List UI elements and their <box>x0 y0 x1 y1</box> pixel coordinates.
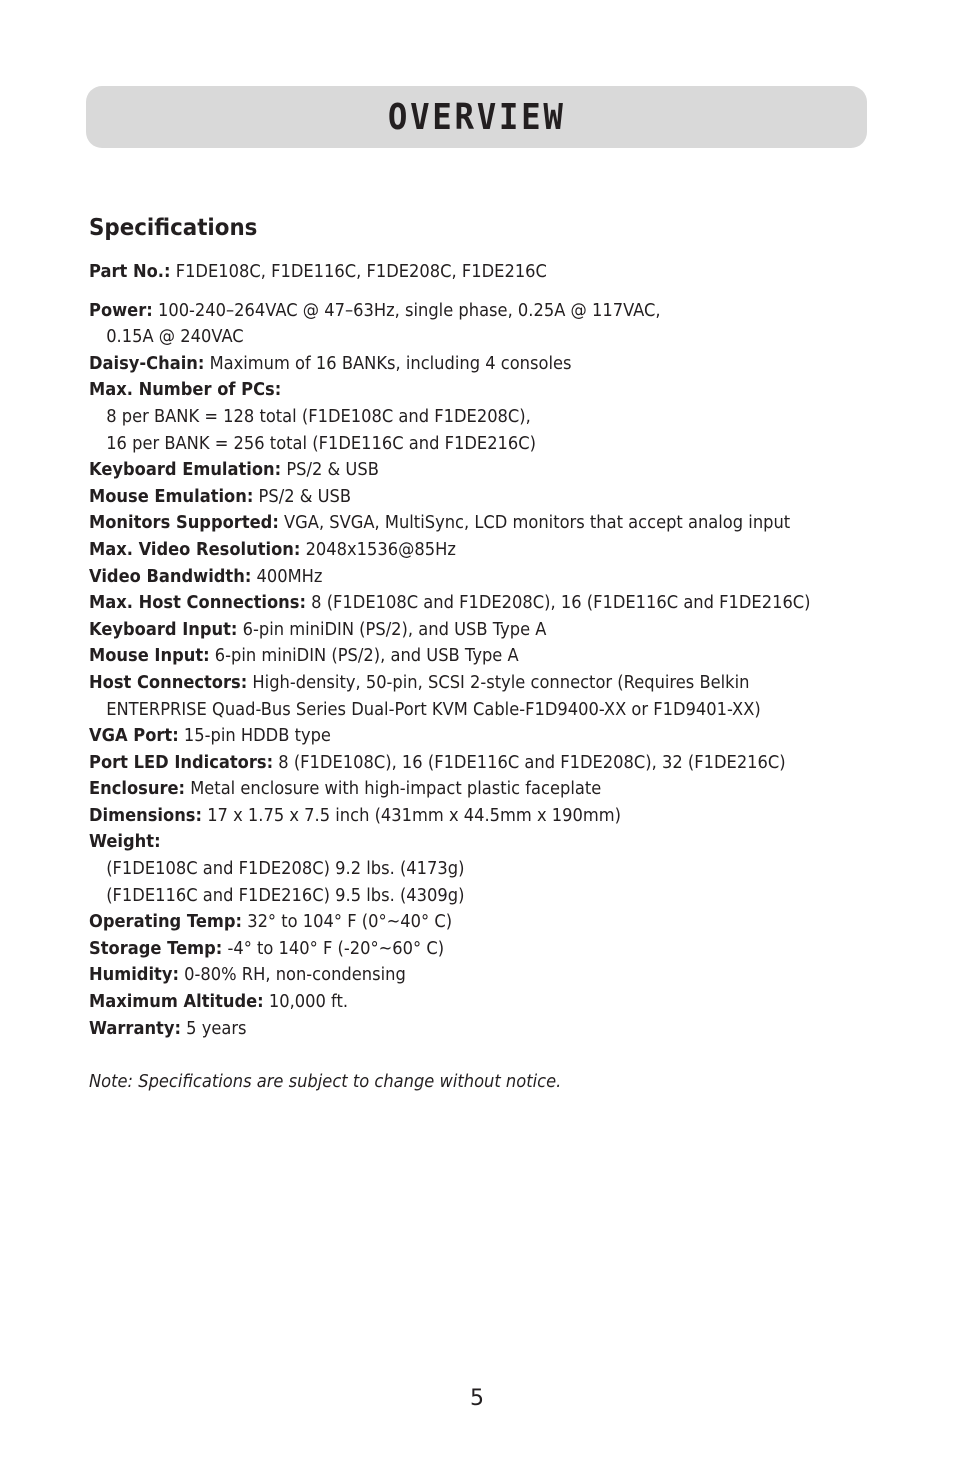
spec-value: Maximum of 16 BANKs, including 4 consoles <box>204 352 572 374</box>
spec-value: -4° to 140° F (-20°~60° C) <box>222 937 445 959</box>
spec-keyboard-input <box>89 617 813 644</box>
spec-value: 17 x 1.75 x 7.5 inch (431mm x 44.5mm x 190mm) <box>202 804 621 826</box>
spec-value: 8 per BANK = 128 total (F1DE108C and F1DE208C), <box>106 405 531 427</box>
spec-label: Port LED Indicators: <box>89 751 274 773</box>
spec-host-connectors-cont <box>89 697 813 724</box>
spec-value: VGA, SVGA, MultiSync, LCD monitors that accept analog input <box>278 512 791 534</box>
spec-label: Max. Host Connections: <box>89 592 306 614</box>
spec-value: 100-240–264VAC @ 47–63Hz, single phase, 0.25A @ 117VAC, <box>152 299 661 321</box>
spec-value: 0.15A @ 240VAC <box>106 326 244 348</box>
spec-value: 6-pin miniDIN (PS/2), and USB Type A <box>209 645 519 667</box>
spec-label: Dimensions: <box>89 804 203 826</box>
spec-mouse-emulation <box>89 484 813 511</box>
spec-humidity <box>89 962 813 989</box>
spec-value: (F1DE108C and F1DE208C) 9.2 lbs. (4173g) <box>106 858 465 880</box>
spec-max-host-connections <box>89 590 813 617</box>
spec-max-pcs-line1 <box>89 404 813 431</box>
spec-warranty <box>89 1016 813 1043</box>
disclaimer-note: Note: Specifications are subject to change without notice. <box>89 1071 562 1092</box>
spec-value: High-density, 50-pin, SCSI 2-style connector (Requires Belkin <box>247 671 750 693</box>
spec-max-pcs <box>89 377 813 404</box>
spec-label: VGA Port: <box>89 725 179 747</box>
spec-monitors-supported <box>89 510 813 537</box>
spec-daisy-chain <box>89 351 813 378</box>
spec-weight-line1 <box>89 856 813 883</box>
spec-label: Video Bandwidth: <box>89 565 252 587</box>
spec-value: 8 (F1DE108C), 16 (F1DE116C and F1DE208C), 32 (F1DE216C) <box>273 751 786 773</box>
spec-value: 16 per BANK = 256 total (F1DE116C and F1DE216C) <box>106 432 537 454</box>
specifications-heading: Specifications <box>89 215 258 241</box>
spec-host-connectors <box>89 670 813 697</box>
section-banner <box>86 86 867 148</box>
spec-video-bandwidth <box>89 564 813 591</box>
spec-max-video-resolution <box>89 537 813 564</box>
spec-value: 10,000 ft. <box>263 991 349 1013</box>
spec-label: Host Connectors: <box>89 671 248 693</box>
spec-keyboard-emulation <box>89 457 813 484</box>
spec-value: 0-80% RH, non-condensing <box>178 964 406 986</box>
spec-value: F1DE108C, F1DE116C, F1DE208C, F1DE216C <box>170 261 547 282</box>
spec-vga-port <box>89 723 813 750</box>
spec-port-led-indicators <box>89 750 813 777</box>
spec-label: Mouse Emulation: <box>89 485 254 507</box>
spec-enclosure <box>89 776 813 803</box>
spec-value: 400MHz <box>251 565 323 587</box>
spec-list <box>89 259 813 1042</box>
spec-value: ENTERPRISE Quad-Bus Series Dual-Port KVM Cable-F1D9400-XX or F1D9401-XX) <box>106 698 761 720</box>
spec-label: Max. Video Resolution: <box>89 538 301 560</box>
spec-label: Weight: <box>89 831 161 853</box>
spec-part-no <box>89 259 813 286</box>
spec-value: (F1DE116C and F1DE216C) 9.5 lbs. (4309g) <box>106 884 465 906</box>
spec-label: Mouse Input: <box>89 645 210 667</box>
spec-label: Keyboard Input: <box>89 618 238 640</box>
spec-label: Part No.: <box>89 261 171 282</box>
spec-value: 32° to 104° F (0°~40° C) <box>242 911 453 933</box>
spec-power-cont <box>89 324 813 351</box>
spec-operating-temp <box>89 909 813 936</box>
spec-label: Max. Number of PCs: <box>89 379 282 401</box>
page-title: OVERVIEW <box>387 96 566 138</box>
spec-label: Humidity: <box>89 964 179 986</box>
spec-label: Monitors Supported: <box>89 512 279 534</box>
spec-value: 8 (F1DE108C and F1DE208C), 16 (F1DE116C and F1DE216C) <box>305 592 811 614</box>
spec-value: 2048x1536@85Hz <box>300 538 456 560</box>
spec-maximum-altitude <box>89 989 813 1016</box>
spec-label: Enclosure: <box>89 778 186 800</box>
spec-label: Operating Temp: <box>89 911 243 933</box>
spec-mouse-input <box>89 643 813 670</box>
page-number: 5 <box>470 1386 484 1411</box>
spec-power <box>89 298 813 325</box>
spec-value: PS/2 & USB <box>253 485 352 507</box>
spec-max-pcs-line2 <box>89 431 813 458</box>
spec-value: 5 years <box>180 1017 247 1039</box>
spec-value: PS/2 & USB <box>281 459 379 481</box>
spec-label: Power: <box>89 299 153 321</box>
spec-weight <box>89 829 813 856</box>
spec-label: Maximum Altitude: <box>89 991 264 1013</box>
spec-value: 6-pin miniDIN (PS/2), and USB Type A <box>237 618 547 640</box>
spec-storage-temp <box>89 936 813 963</box>
spec-label: Daisy-Chain: <box>89 352 205 374</box>
spec-value: 15-pin HDDB type <box>178 725 331 747</box>
spec-weight-line2 <box>89 883 813 910</box>
spec-label: Storage Temp: <box>89 937 223 959</box>
spec-value: Metal enclosure with high-impact plastic faceplate <box>185 778 602 800</box>
spec-label: Warranty: <box>89 1017 181 1039</box>
spec-dimensions <box>89 803 813 830</box>
spec-label: Keyboard Emulation: <box>89 459 282 481</box>
